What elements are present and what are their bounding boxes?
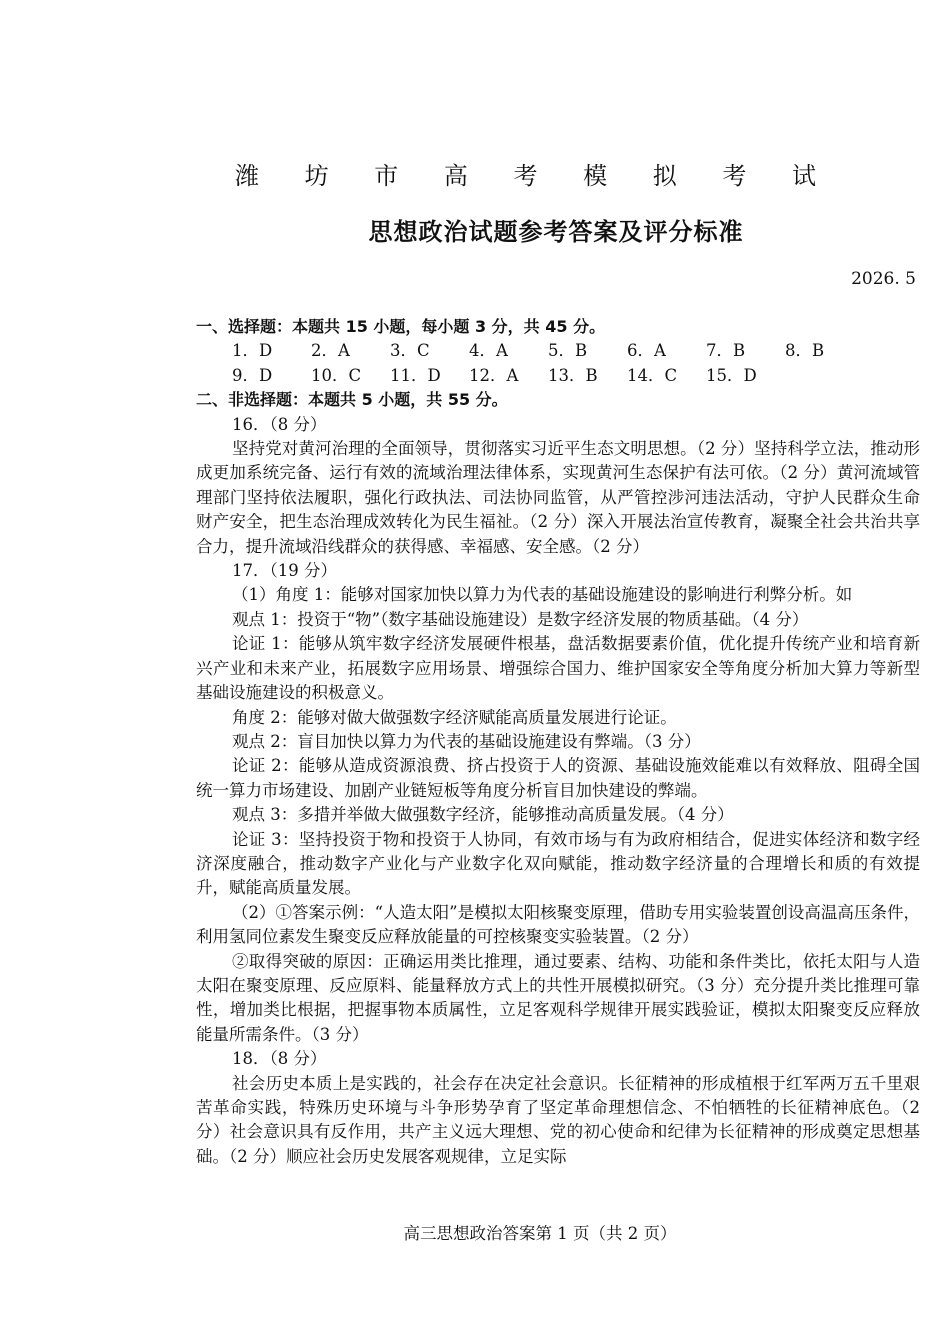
answer-key-item: 2．A (311, 341, 350, 361)
answer-paragraph: 角度 2：能够对做大做强数字经济赋能高质量发展进行论证。 (232, 707, 677, 727)
answer-key-item: 5．B (548, 341, 588, 361)
answer-paragraph: （2）①答案示例：“人造太阳”是模拟太阳核聚变原理，借助专用实验装置创设高温高压条件，利用氢同位素发生聚变反应释放能量的可控核聚变实验装置。（2 分） (196, 902, 920, 947)
answer-paragraph: 17．（19 分） (232, 561, 337, 581)
answer-paragraph: 16．（8 分） (232, 414, 327, 434)
document-date: 2026. 5 (851, 269, 916, 289)
answer-key-item: 13．B (548, 365, 598, 385)
answer-key-item: 14．C (627, 365, 678, 385)
document-subtitle: 思想政治试题参考答案及评分标准 (368, 218, 744, 246)
answer-key-item: 1．D (232, 341, 273, 361)
exam-title: 潍 坊 市 高 考 模 拟 考 试 (234, 162, 836, 190)
answer-key-item: 6．A (627, 341, 666, 361)
section-heading-non-choice: 二、非选择题：本题共 5 小题，共 55 分。 (196, 390, 508, 410)
answer-body (196, 315, 920, 1169)
answer-key-item: 7．B (706, 341, 746, 361)
answer-paragraph: （1）角度 1：能够对国家加快以算力为代表的基础设施建设的影响进行利弊分析。如 (232, 585, 853, 605)
answer-key-row-2 (196, 364, 920, 388)
answer-key-item: 10．C (311, 365, 362, 385)
answer-paragraph: 论证 2：能够从造成资源浪费、挤占投资于人的资源、基础设施效能难以有效释放、阻碍全国统一算力市场建设、加剧产业链短板等角度分析盲目加快建设的弊端。 (196, 756, 920, 800)
answer-paragraph: 18．（8 分） (232, 1049, 327, 1069)
page-footer: 高三思想政治答案第 1 页（共 2 页） (403, 1224, 677, 1243)
answer-paragraphs (196, 413, 920, 1170)
answer-paragraph: ②取得突破的原因：正确运用类比推理，通过要素、结构、功能和条件类比，依托太阳与人造太阳在聚变原理、反应原料、能量释放方式上的共性开展模拟研究。（3 分）充分提升类比推理可靠性，增加类比根据，把握事物本质属性，立足客观科学规律开展实践验证，模拟太阳聚变反应释放能量所需条件。（3 分） (196, 951, 920, 1044)
answer-paragraph: 论证 1：能够从筑牢数字经济发展硬件根基，盘活数据要素价值，优化提升传统产业和培育新兴产业和未来产业，拓展数字应用场景、增强综合国力、维护国家安全等角度分析加大算力等新型基础设施建设的积极意义。 (196, 634, 920, 703)
answer-paragraph: 观点 3：多措并举做大做强数字经济，能够推动高质量发展。（4 分） (232, 805, 734, 825)
answer-key-item: 15．D (706, 365, 757, 385)
answer-paragraph: 观点 1：投资于“物”（数字基础设施建设）是数字经济发展的物质基础。（4 分） (232, 609, 809, 629)
answer-key-item: 3．C (390, 341, 430, 361)
answer-paragraph: 论证 3：坚持投资于物和投资于人协同，有效市场与有为政府相结合，促进实体经济和数字经济深度融合，推动数字产业化与产业数字化双向赋能，推动数字经济量的合理增长和质的有效提升，赋能高质量发展。 (196, 829, 920, 898)
answer-paragraph: 坚持党对黄河治理的全面领导，贯彻落实习近平生态文明思想。（2 分）坚持科学立法，推动形成更加系统完备、运行有效的流域治理法律体系，实现黄河生态保护有法可依。（2 分）黄河流域管理部门坚持依法履职，强化行政执法、司法协同监管，从严管控涉河违法活动，守护人民群众生命财产安全，把生态治理成效转化为民生福祉。（2 分）深入开展法治宣传教育，凝聚全社会共治共享合力，提升流域沿线群众的获得感、幸福感、安全感。（2 分） (196, 439, 920, 556)
answer-key-row-1 (196, 339, 920, 363)
answer-key-item: 12．A (469, 365, 519, 385)
section-heading-multiple-choice: 一、选择题：本题共 15 小题，每小题 3 分，共 45 分。 (196, 317, 606, 336)
answer-paragraph: 观点 2：盲目加快以算力为代表的基础设施建设有弊端。（3 分） (232, 731, 701, 751)
answer-key-item: 4．A (469, 341, 508, 361)
answer-paragraph: 社会历史本质上是实践的，社会存在决定社会意识。长征精神的形成植根于红军两万五千里艰苦革命实践，特殊历史环境与斗争形势孕育了坚定革命理想信念、不怕牺牲的长征精神底色。（2 分）社会意识具有反作用，共产主义远大理想、党的初心使命和纪律为长征精神的形成奠定思想基础。（2 分）顺应社会历史发展客观规律，立足实际 (196, 1073, 920, 1166)
answer-key-item: 11．D (390, 365, 441, 385)
answer-key-item: 8．B (785, 341, 825, 361)
answer-key-item: 9．D (232, 365, 273, 385)
